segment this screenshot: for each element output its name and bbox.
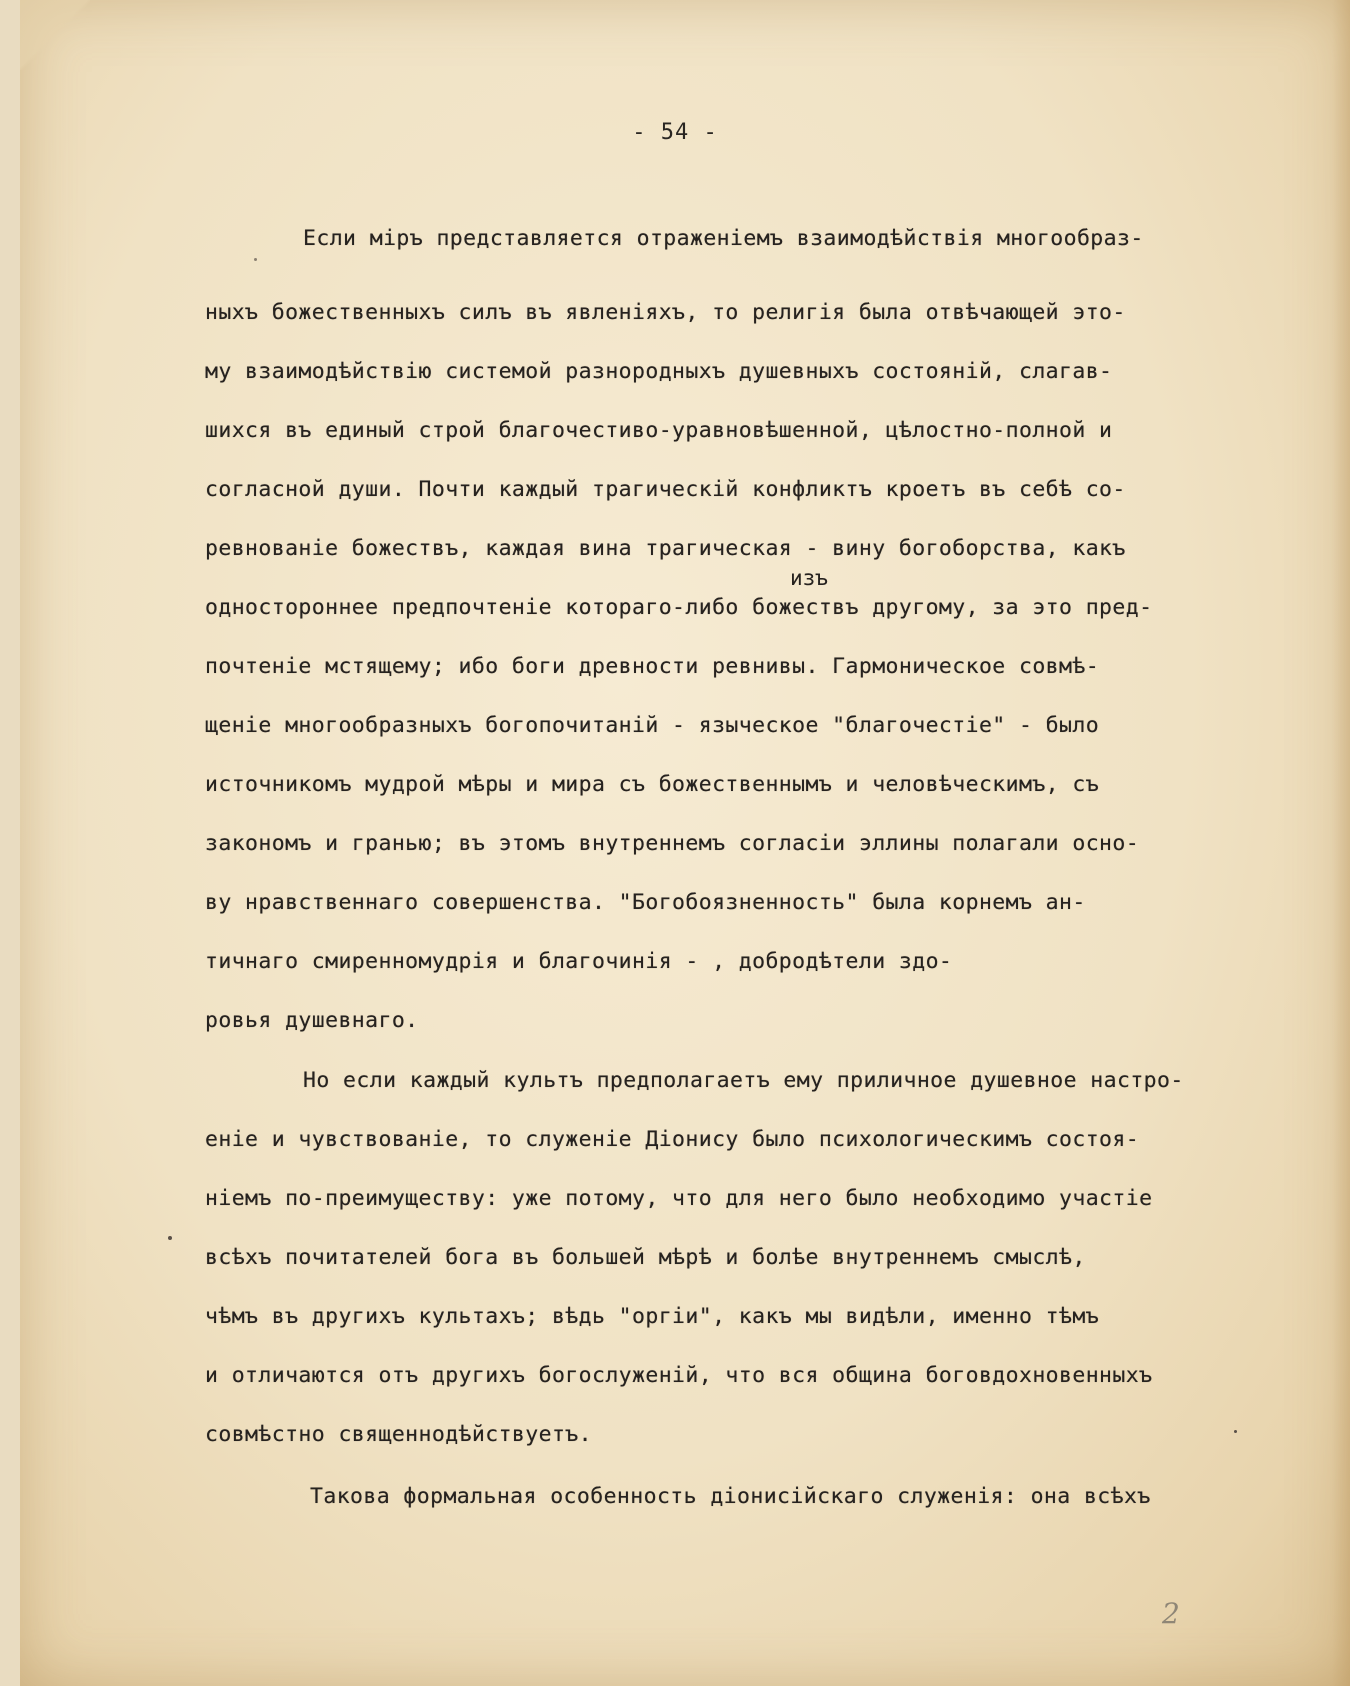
text-line: согласной души. Почти каждый трагическій конфликтъ кроетъ въ себѣ со- bbox=[205, 477, 1126, 502]
paper-corner-crease bbox=[20, 0, 90, 70]
ink-speck bbox=[1234, 1430, 1237, 1433]
ink-speck bbox=[168, 1236, 172, 1240]
ink-speck bbox=[254, 258, 257, 261]
text-line: всѣхъ почитателей бога въ большей мѣрѣ и болѣе внутреннемъ смыслѣ, bbox=[205, 1245, 1086, 1270]
text-line: ровья душевнаго. bbox=[205, 1008, 419, 1033]
text-line: щеніе многообразныхъ богопочитаній - языческое "благочестіе" - было bbox=[205, 713, 1100, 738]
text-line: закономъ и гранью; въ этомъ внутреннемъ согласіи эллины полагали осно- bbox=[205, 831, 1140, 856]
text-line: му взаимодѣйствію системой разнородныхъ душевныхъ состояній, слагав- bbox=[205, 359, 1113, 384]
text-line: ніемъ по-преимуществу: уже потому, что для него было необходимо участіе bbox=[205, 1186, 1153, 1211]
text-line: ву нравственнаго совершенства. "Богобоязненность" была корнемъ ан- bbox=[205, 890, 1086, 915]
paper-right-edge bbox=[1332, 0, 1350, 1686]
text-line: одностороннее предпочтеніе котораго-либо божествъ другому, за это пред- bbox=[205, 595, 1153, 620]
text-line: тичнаго смиренномудрія и благочинія - , добродѣтели здо- bbox=[205, 949, 953, 974]
text-line: совмѣстно священнодѣйствуетъ. bbox=[205, 1422, 592, 1447]
text-line: чѣмъ въ другихъ культахъ; вѣдь "оргіи", какъ мы видѣли, именно тѣмъ bbox=[205, 1304, 1100, 1329]
text-line: почтеніе мстящему; ибо боги древности ревнивы. Гармоническое совмѣ- bbox=[205, 654, 1100, 679]
text-line: шихся въ единый строй благочестиво-уравновѣшенной, цѣлостно-полной и bbox=[205, 418, 1113, 443]
text-line: Такова формальная особенность діонисійскаго служенія: она всѣхъ bbox=[310, 1484, 1151, 1509]
text-line: Но если каждый культъ предполагаетъ ему приличное душевное настро- bbox=[303, 1068, 1184, 1093]
text-line: ревнованіе божествъ, каждая вина трагическая - вину богоборства, какъ bbox=[205, 536, 1126, 561]
text-line: Если міръ представляется отраженіемъ взаимодѣйствія многообраз- bbox=[303, 226, 1144, 251]
page-number: - 54 - bbox=[632, 120, 718, 145]
text-line: и отличаются отъ другихъ богослуженій, что вся община боговдохновенныхъ bbox=[205, 1363, 1153, 1388]
typed-insertion: изъ bbox=[790, 566, 828, 590]
pencil-page-note: 2 bbox=[1162, 1597, 1180, 1630]
text-line: еніе и чувствованіе, то служеніе Діонису было психологическимъ состоя- bbox=[205, 1127, 1140, 1152]
text-line: источникомъ мудрой мѣры и мира съ божественнымъ и человѣческимъ, съ bbox=[205, 772, 1100, 797]
text-line: ныхъ божественныхъ силъ въ явленіяхъ, то религія была отвѣчающей это- bbox=[205, 300, 1126, 325]
